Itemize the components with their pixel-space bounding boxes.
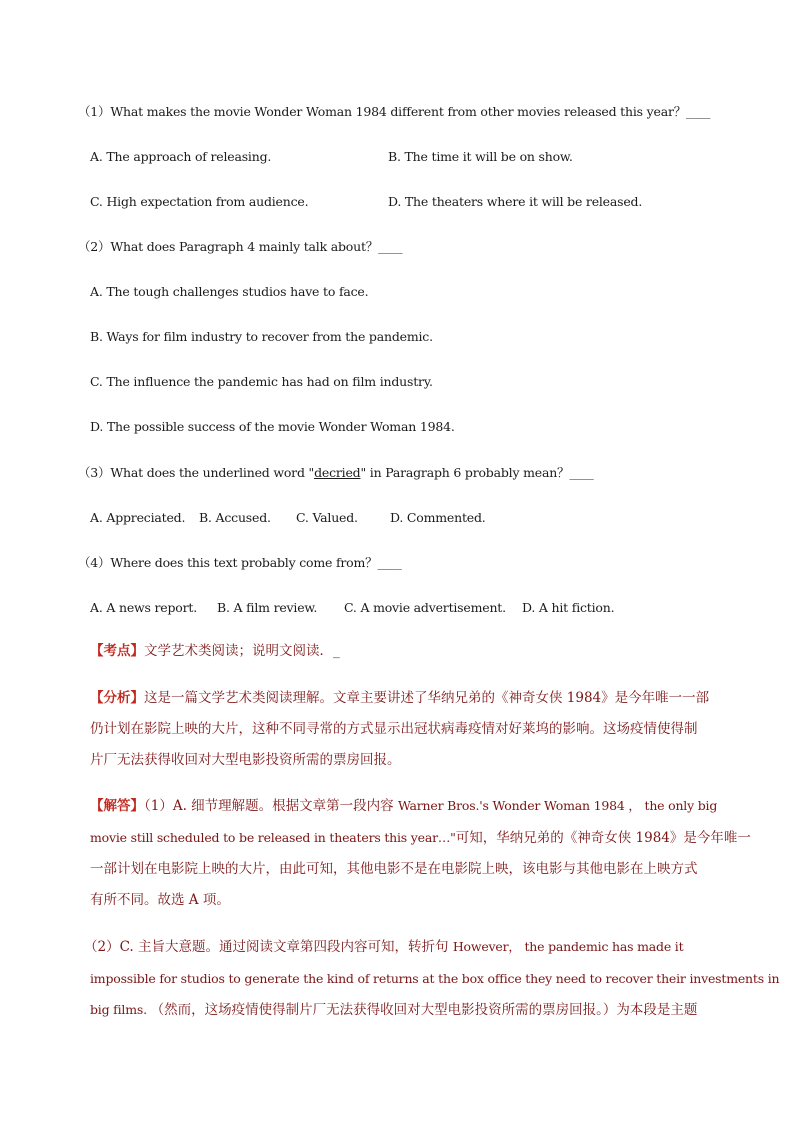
question-4-stem: （4）Where does this text probably come from？____ bbox=[78, 555, 402, 570]
jieda-tag: 【解答】 bbox=[90, 798, 144, 814]
jieda-2-section bbox=[84, 931, 780, 1026]
jieda-2-line-1: （2）C. 主旨大意题。通过阅读文章第四段内容可知，转折句 However， the pandemic has made it bbox=[84, 939, 684, 955]
jieda-2-line-3: big films. （然而，这场疫情使得制片厂无法获得收回对大型电影投资所需的票房回报。）为本段是主题 bbox=[90, 1002, 698, 1018]
question-1-stem: （1）What makes the movie Wonder Woman 1984 different from other movies released this year？____ bbox=[78, 104, 711, 119]
kaodian-text: 文学艺术类阅读；说明文阅读．_ bbox=[144, 643, 340, 659]
question-3-option-c: C. Valued. bbox=[296, 510, 358, 525]
kaodian-section bbox=[90, 636, 722, 667]
question-3-stem bbox=[78, 465, 594, 481]
question-2-stem: （2）What does Paragraph 4 mainly talk about？____ bbox=[78, 239, 403, 254]
fenxi-section bbox=[90, 683, 722, 776]
question-1-option-d: D. The theaters where it will be released. bbox=[388, 194, 643, 209]
jieda-1-line-4: 有所不同。故选 A 项。 bbox=[90, 892, 230, 908]
jieda-2-line-2: impossible for studios to generate the kind of returns at the box office they need to recover their investments in bbox=[90, 971, 780, 986]
question-3-stem-suffix: " in Paragraph 6 probably mean？____ bbox=[360, 465, 594, 480]
question-3-option-b: B. Accused. bbox=[199, 510, 271, 525]
question-4-option-d: D. A hit fiction. bbox=[522, 600, 615, 615]
question-4-option-c: C. A movie advertisement. bbox=[344, 600, 506, 615]
fenxi-line-3: 片厂无法获得收回对大型电影投资所需的票房回报。 bbox=[90, 752, 401, 768]
question-2-option-a: A. The tough challenges studios have to face. bbox=[90, 284, 369, 299]
fenxi-line-2: 仍计划在影院上映的大片，这种不同寻常的方式显示出冠状病毒疫情对好莱坞的影响。这场疫情使得制 bbox=[90, 721, 698, 737]
kaodian-tag: 【考点】 bbox=[90, 643, 144, 659]
question-1-option-a: A. The approach of releasing. bbox=[90, 149, 272, 164]
fenxi-tag: 【分析】 bbox=[90, 690, 144, 706]
jieda-1-line-1: 【解答】（1）A. 细节理解题。根据文章第一段内容 Warner Bros.'s Wonder Woman 1984 ， the only big bbox=[90, 798, 718, 814]
question-3-option-a: A. Appreciated. bbox=[90, 510, 186, 525]
underlined-word: decried bbox=[314, 465, 361, 480]
question-4-option-b: B. A film review. bbox=[217, 600, 318, 615]
question-4-option-a: A. A news report. bbox=[90, 600, 197, 615]
question-1-option-c: C. High expectation from audience. bbox=[90, 194, 309, 209]
jieda-1-line-2: movie still scheduled to be released in theaters this year…"可知，华纳兄弟的《神奇女侠 1984》是今年唯一 bbox=[90, 830, 751, 846]
fenxi-line-1: 【分析】这是一篇文学艺术类阅读理解。文章主要讲述了华纳兄弟的《神奇女侠 1984》是今年唯一一部 bbox=[90, 690, 710, 706]
question-3-option-d: D. Commented. bbox=[390, 510, 486, 525]
question-2-option-b: B. Ways for film industry to recover from the pandemic. bbox=[90, 329, 433, 344]
jieda-1-section bbox=[90, 790, 751, 916]
question-2-option-c: C. The influence the pandemic has had on film industry. bbox=[90, 374, 433, 389]
question-3-stem-prefix: （3）What does the underlined word " bbox=[78, 465, 315, 480]
jieda-1-line-3: 一部计划在电影院上映的大片，由此可知，其他电影不是在电影院上映，该电影与其他电影在上映方式 bbox=[90, 861, 698, 877]
question-2-option-d: D. The possible success of the movie Wonder Woman 1984. bbox=[90, 419, 455, 434]
question-1-option-b: B. The time it will be on show. bbox=[388, 149, 573, 164]
